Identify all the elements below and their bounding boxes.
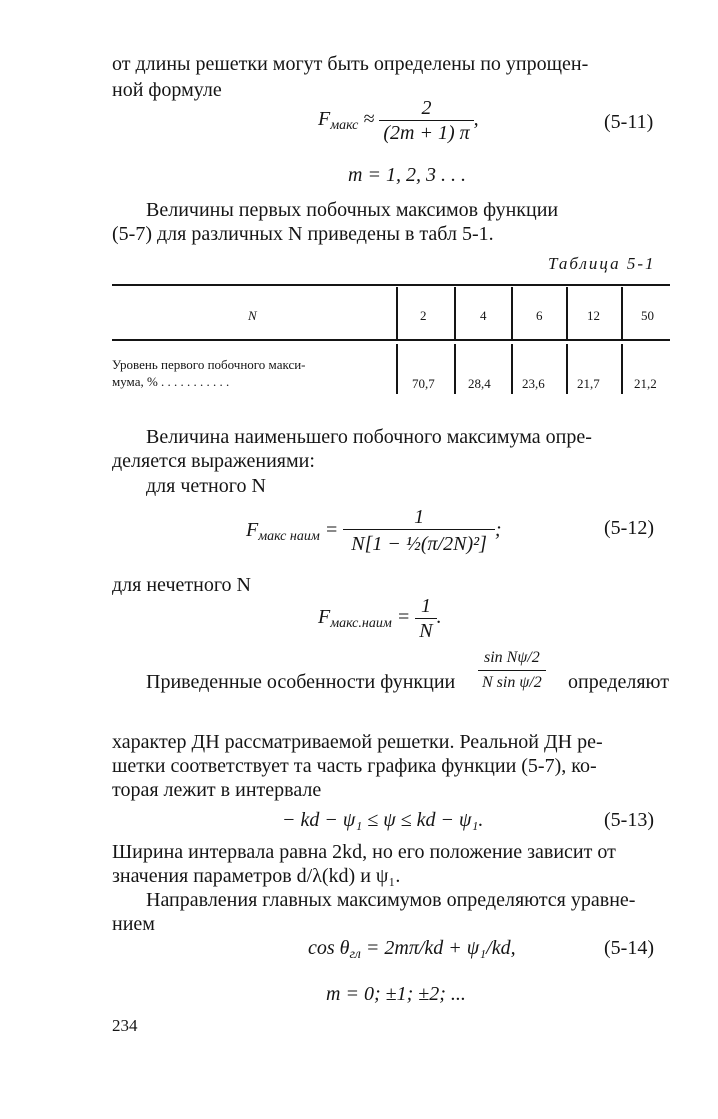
table-row-label: мума, % . . . . . . . . . . . [112, 374, 230, 389]
text-line: Направления главных максимумов определяются уравне- [146, 889, 636, 911]
function-expression [478, 646, 546, 695]
fraction-denominator: N[1 − ½(π/2N)²] [343, 529, 495, 558]
text-line: значения параметров d/λ(kd) и ψ₁. [112, 865, 401, 887]
text-line: шетки соответствует та часть графика функции (5-7), ко- [112, 755, 597, 777]
page-number: 234 [112, 1016, 138, 1035]
text-line: для нечетного N [112, 574, 251, 596]
fraction-numerator: 1 [414, 506, 425, 528]
equation-odd-n: $F_{макс.наим}$ = $\frac{1}{N}$ . [318, 595, 442, 642]
equation-number: (5-11) [604, 111, 654, 133]
fraction-numerator: 2 [421, 97, 432, 119]
text-line: Величины первых побочных максимов функции [146, 199, 559, 221]
text-line: нием [112, 913, 155, 935]
equation-5-12: $F_{макс наим}$ = $\frac{1}{\text{N[1 − ½(π/2N)²]}}$ ; [246, 505, 502, 558]
table-mid-rule [112, 339, 670, 341]
table-cell: 23,6 [522, 376, 545, 391]
equation-number: (5-14) [604, 937, 654, 959]
equation-5-11: $F_{макс}$ ≈ $\frac{2}{(2m + 1) \pi}$ , [318, 97, 479, 144]
text-line: Приведенные особенности функции [146, 671, 456, 693]
fraction-denominator: N sin ψ/2 [478, 670, 546, 695]
text-line: (5-7) для различных N приведены в табл 5-1. [112, 223, 494, 245]
table-col-header: 12 [587, 308, 600, 323]
fraction-denominator: N [415, 618, 436, 643]
text-line: торая лежит в интервале [112, 779, 322, 801]
table-col-header: 2 [420, 308, 427, 323]
equation-condition: m = 1, 2, 3 . . . [348, 164, 466, 186]
table-cell: 70,7 [412, 376, 435, 391]
text-line: для четного N [146, 475, 266, 497]
table-row-label: Уровень первого побочного макси- [112, 357, 306, 372]
table-col-header: 4 [480, 308, 487, 323]
text-line: Ширина интервала равна 2kd, но его положение зависит от [112, 841, 616, 863]
text-line: характер ДН рассматриваемой решетки. Реальной ДН ре- [112, 731, 603, 753]
fraction-denominator: (2m + 1) π [379, 120, 473, 145]
equation-number: (5-12) [604, 517, 654, 539]
table-cell: 21,7 [577, 376, 600, 391]
fraction-numerator: sin Nψ/2 [484, 649, 540, 666]
table-top-rule [112, 284, 670, 286]
text-line: определяют [568, 671, 669, 693]
table-cell: 21,2 [634, 376, 657, 391]
equation-5-13: − kd − ψ₁ ≤ ψ ≤ kd − ψ₁. [282, 809, 484, 831]
text-line: ной формуле [112, 79, 222, 101]
table-col-header: 6 [536, 308, 543, 323]
table-cell: 28,4 [468, 376, 491, 391]
table-col-header: 50 [641, 308, 654, 323]
equation-5-14: $\cos \theta_{гл} = 2m\pi/kd + \psi_1/kd$, [308, 937, 516, 962]
table-header-label: N [248, 308, 257, 323]
text-line: деляется выражениями: [112, 450, 315, 472]
equation-number: (5-13) [604, 809, 654, 831]
equation-condition: m = 0; ±1; ±2; ... [326, 983, 466, 1005]
table-caption: Таблица 5-1 [548, 254, 656, 273]
text-line: Величина наименьшего побочного максимума опре- [146, 426, 592, 448]
fraction-numerator: 1 [420, 595, 431, 617]
text-line: от длины решетки могут быть определены по упрощен- [112, 53, 589, 75]
